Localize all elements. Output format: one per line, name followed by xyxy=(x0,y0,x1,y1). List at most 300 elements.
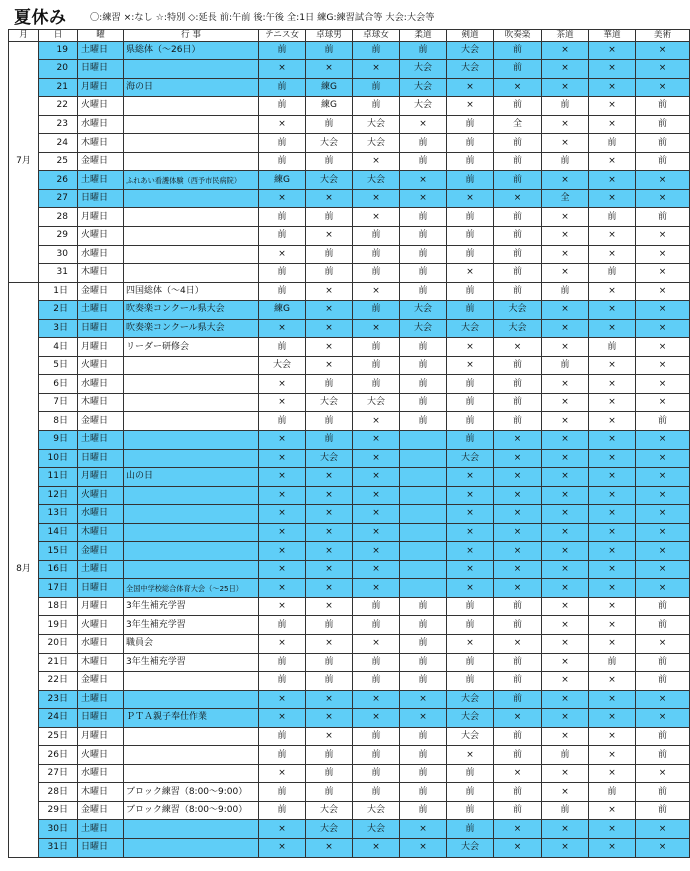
status-cell: × xyxy=(589,430,636,449)
status-cell: × xyxy=(589,801,636,820)
status-cell: × xyxy=(447,264,494,283)
status-cell: × xyxy=(542,560,589,579)
status-cell: × xyxy=(259,486,306,505)
status-cell: 前 xyxy=(400,616,447,635)
status-cell: × xyxy=(353,319,400,338)
status-cell: 大会 xyxy=(447,709,494,728)
status-cell: 前 xyxy=(259,338,306,357)
status-cell: × xyxy=(636,282,690,301)
status-cell: 前 xyxy=(542,282,589,301)
status-cell: × xyxy=(259,820,306,839)
status-cell: × xyxy=(589,709,636,728)
status-cell: 前 xyxy=(636,597,690,616)
status-cell: 前 xyxy=(259,264,306,283)
weekday-cell: 金曜日 xyxy=(78,282,124,301)
status-cell: × xyxy=(542,764,589,783)
header-cell: 美術 xyxy=(636,30,690,42)
status-cell: 前 xyxy=(353,245,400,264)
event-cell: 四国総体（～4日） xyxy=(124,282,259,301)
status-cell: 前 xyxy=(494,208,542,227)
status-cell: × xyxy=(306,189,353,208)
status-cell: × xyxy=(306,635,353,654)
status-cell: × xyxy=(636,579,690,598)
status-cell: 前 xyxy=(447,783,494,802)
status-cell: × xyxy=(259,189,306,208)
status-cell: × xyxy=(494,430,542,449)
status-cell: × xyxy=(494,505,542,524)
status-cell: × xyxy=(542,672,589,691)
status-cell: × xyxy=(636,839,690,858)
table-row xyxy=(9,542,690,561)
weekday-cell: 土曜日 xyxy=(78,560,124,579)
status-cell: × xyxy=(353,208,400,227)
status-cell: 前 xyxy=(589,783,636,802)
status-cell: × xyxy=(636,468,690,487)
weekday-cell: 水曜日 xyxy=(78,375,124,394)
status-cell: × xyxy=(542,60,589,79)
table-row xyxy=(9,319,690,338)
table-row xyxy=(9,356,690,375)
table-row xyxy=(9,690,690,709)
status-cell: × xyxy=(400,171,447,190)
status-cell: 前 xyxy=(400,672,447,691)
header-row xyxy=(9,30,690,42)
status-cell: × xyxy=(353,505,400,524)
event-cell xyxy=(124,245,259,264)
status-cell: × xyxy=(589,245,636,264)
status-cell: × xyxy=(353,282,400,301)
status-cell: × xyxy=(589,839,636,858)
status-cell: × xyxy=(542,226,589,245)
status-cell: 前 xyxy=(447,412,494,431)
status-cell: 前 xyxy=(636,208,690,227)
weekday-cell: 火曜日 xyxy=(78,97,124,116)
page-title: 夏休み xyxy=(14,8,67,28)
status-cell: × xyxy=(542,727,589,746)
status-cell: × xyxy=(589,356,636,375)
day-cell: 20 xyxy=(39,60,78,79)
status-cell: 前 xyxy=(447,672,494,691)
header-cell: 曜 xyxy=(78,30,124,42)
table-row xyxy=(9,709,690,728)
status-cell: 前 xyxy=(447,430,494,449)
status-cell: × xyxy=(636,820,690,839)
status-cell: 前 xyxy=(400,208,447,227)
status-cell: 前 xyxy=(259,616,306,635)
status-cell xyxy=(400,523,447,542)
status-cell: 大会 xyxy=(447,41,494,60)
status-cell: × xyxy=(542,690,589,709)
event-cell xyxy=(124,746,259,765)
status-cell: × xyxy=(494,486,542,505)
status-cell: × xyxy=(259,468,306,487)
header-cell: 茶道 xyxy=(542,30,589,42)
status-cell: 前 xyxy=(636,616,690,635)
weekday-cell: 月曜日 xyxy=(78,468,124,487)
status-cell: 大会 xyxy=(306,801,353,820)
status-cell: 前 xyxy=(494,746,542,765)
status-cell: 前 xyxy=(353,264,400,283)
table-row xyxy=(9,393,690,412)
status-cell: × xyxy=(259,579,306,598)
day-cell: 25日 xyxy=(39,727,78,746)
status-cell: 前 xyxy=(353,783,400,802)
weekday-cell: 土曜日 xyxy=(78,171,124,190)
weekday-cell: 火曜日 xyxy=(78,616,124,635)
table-row xyxy=(9,171,690,190)
status-cell: × xyxy=(306,468,353,487)
status-cell: × xyxy=(400,690,447,709)
table-row xyxy=(9,616,690,635)
status-cell: × xyxy=(353,635,400,654)
day-cell: 7日 xyxy=(39,393,78,412)
status-cell: × xyxy=(447,560,494,579)
status-cell xyxy=(400,486,447,505)
status-cell: 前 xyxy=(306,783,353,802)
status-cell: 前 xyxy=(259,134,306,153)
weekday-cell: 木曜日 xyxy=(78,523,124,542)
status-cell xyxy=(400,542,447,561)
status-cell: 前 xyxy=(259,801,306,820)
page-header xyxy=(0,0,690,29)
status-cell: × xyxy=(589,60,636,79)
status-cell: × xyxy=(447,78,494,97)
status-cell: × xyxy=(447,189,494,208)
table-row xyxy=(9,597,690,616)
status-cell: 前 xyxy=(400,134,447,153)
event-cell: 山の日 xyxy=(124,468,259,487)
header-cell: 柔道 xyxy=(400,30,447,42)
weekday-cell: 金曜日 xyxy=(78,412,124,431)
status-cell: × xyxy=(400,839,447,858)
status-cell: 前 xyxy=(400,375,447,394)
table-row xyxy=(9,430,690,449)
status-cell: × xyxy=(447,468,494,487)
status-cell: × xyxy=(589,672,636,691)
status-cell: 前 xyxy=(494,597,542,616)
status-cell: × xyxy=(542,449,589,468)
status-cell: × xyxy=(259,60,306,79)
event-cell xyxy=(124,412,259,431)
status-cell: × xyxy=(306,60,353,79)
day-cell: 22 xyxy=(39,97,78,116)
status-cell: × xyxy=(259,319,306,338)
status-cell: 練G xyxy=(259,301,306,320)
status-cell: 前 xyxy=(353,301,400,320)
status-cell: × xyxy=(306,505,353,524)
table-row xyxy=(9,449,690,468)
status-cell: × xyxy=(589,616,636,635)
status-cell: × xyxy=(306,338,353,357)
status-cell: 大会 xyxy=(400,78,447,97)
event-cell xyxy=(124,134,259,153)
event-cell: ＰＴＡ親子奉仕作業 xyxy=(124,709,259,728)
status-cell: × xyxy=(353,468,400,487)
status-cell: 前 xyxy=(259,208,306,227)
day-cell: 16日 xyxy=(39,560,78,579)
status-cell: 前 xyxy=(259,727,306,746)
status-cell: 前 xyxy=(636,653,690,672)
status-cell: 前 xyxy=(494,134,542,153)
status-cell: × xyxy=(636,189,690,208)
table-row xyxy=(9,115,690,134)
status-cell: × xyxy=(636,264,690,283)
header-cell: 月 xyxy=(9,30,39,42)
status-cell: 前 xyxy=(306,264,353,283)
weekday-cell: 火曜日 xyxy=(78,356,124,375)
status-cell: × xyxy=(589,560,636,579)
status-cell: × xyxy=(542,319,589,338)
status-cell: × xyxy=(589,152,636,171)
status-cell: × xyxy=(447,523,494,542)
day-cell: 21日 xyxy=(39,653,78,672)
status-cell: 前 xyxy=(494,282,542,301)
weekday-cell: 日曜日 xyxy=(78,709,124,728)
status-cell: × xyxy=(494,635,542,654)
weekday-cell: 日曜日 xyxy=(78,579,124,598)
status-cell: × xyxy=(259,523,306,542)
status-cell: × xyxy=(542,78,589,97)
status-cell: 前 xyxy=(636,97,690,116)
table-row xyxy=(9,245,690,264)
status-cell: 前 xyxy=(542,97,589,116)
status-cell: 前 xyxy=(494,783,542,802)
day-cell: 8日 xyxy=(39,412,78,431)
status-cell: 前 xyxy=(447,801,494,820)
status-cell: 前 xyxy=(353,356,400,375)
status-cell: 前 xyxy=(400,746,447,765)
status-cell: 前 xyxy=(353,597,400,616)
weekday-cell: 水曜日 xyxy=(78,505,124,524)
status-cell: 前 xyxy=(589,338,636,357)
table-row xyxy=(9,264,690,283)
event-cell xyxy=(124,60,259,79)
status-cell: 前 xyxy=(447,152,494,171)
status-cell: × xyxy=(636,449,690,468)
table-row xyxy=(9,746,690,765)
day-cell: 26 xyxy=(39,171,78,190)
status-cell: × xyxy=(589,282,636,301)
status-cell: × xyxy=(542,115,589,134)
weekday-cell: 月曜日 xyxy=(78,727,124,746)
weekday-cell: 日曜日 xyxy=(78,839,124,858)
status-cell: × xyxy=(589,393,636,412)
weekday-cell: 木曜日 xyxy=(78,264,124,283)
status-cell: 前 xyxy=(636,746,690,765)
status-cell: × xyxy=(542,839,589,858)
status-cell: × xyxy=(447,97,494,116)
day-cell: 29日 xyxy=(39,801,78,820)
status-cell: × xyxy=(259,560,306,579)
status-cell: 前 xyxy=(494,375,542,394)
status-cell: × xyxy=(589,820,636,839)
event-cell xyxy=(124,97,259,116)
status-cell: × xyxy=(494,338,542,357)
table-row xyxy=(9,672,690,691)
header-cell: 剣道 xyxy=(447,30,494,42)
day-cell: 17日 xyxy=(39,579,78,598)
status-cell: 前 xyxy=(447,134,494,153)
event-cell xyxy=(124,764,259,783)
schedule-body xyxy=(9,41,690,857)
status-cell: 大会 xyxy=(400,97,447,116)
status-cell: × xyxy=(306,523,353,542)
day-cell: 27日 xyxy=(39,764,78,783)
status-cell: × xyxy=(353,60,400,79)
status-cell: 前 xyxy=(400,727,447,746)
month-cell: 7月 xyxy=(9,41,39,282)
status-cell: × xyxy=(259,430,306,449)
status-cell: 前 xyxy=(353,97,400,116)
status-cell: 大会 xyxy=(353,801,400,820)
status-cell: × xyxy=(542,486,589,505)
status-cell: × xyxy=(542,134,589,153)
day-cell: 25 xyxy=(39,152,78,171)
header-cell: 吹奏楽 xyxy=(494,30,542,42)
table-row xyxy=(9,189,690,208)
status-cell: × xyxy=(636,560,690,579)
day-cell: 21 xyxy=(39,78,78,97)
day-cell: 28日 xyxy=(39,783,78,802)
table-row xyxy=(9,783,690,802)
status-cell: × xyxy=(542,375,589,394)
table-row xyxy=(9,412,690,431)
status-cell: 前 xyxy=(589,208,636,227)
header-cell: 行 事 xyxy=(124,30,259,42)
table-row xyxy=(9,801,690,820)
status-cell: × xyxy=(542,579,589,598)
event-cell xyxy=(124,208,259,227)
weekday-cell: 金曜日 xyxy=(78,152,124,171)
status-cell: × xyxy=(636,486,690,505)
status-cell: 前 xyxy=(259,78,306,97)
day-cell: 31日 xyxy=(39,839,78,858)
status-cell: × xyxy=(306,486,353,505)
status-cell: 前 xyxy=(494,727,542,746)
status-cell: × xyxy=(353,579,400,598)
table-row xyxy=(9,97,690,116)
weekday-cell: 水曜日 xyxy=(78,115,124,134)
day-cell: 29 xyxy=(39,226,78,245)
day-cell: 5日 xyxy=(39,356,78,375)
event-cell xyxy=(124,486,259,505)
day-cell: 13日 xyxy=(39,505,78,524)
status-cell: × xyxy=(259,839,306,858)
status-cell: 大会 xyxy=(306,820,353,839)
status-cell: 前 xyxy=(494,690,542,709)
status-cell: 前 xyxy=(494,412,542,431)
status-cell: 前 xyxy=(494,801,542,820)
weekday-cell: 日曜日 xyxy=(78,189,124,208)
status-cell: × xyxy=(306,301,353,320)
status-cell: 前 xyxy=(447,820,494,839)
status-cell: 大会 xyxy=(306,393,353,412)
status-cell: × xyxy=(636,542,690,561)
day-cell: 30日 xyxy=(39,820,78,839)
status-cell: 大会 xyxy=(353,134,400,153)
status-cell: 前 xyxy=(259,41,306,60)
table-row xyxy=(9,375,690,394)
status-cell: × xyxy=(353,690,400,709)
status-cell: 前 xyxy=(447,208,494,227)
status-cell: × xyxy=(589,375,636,394)
status-cell: × xyxy=(306,560,353,579)
weekday-cell: 火曜日 xyxy=(78,486,124,505)
status-cell: 前 xyxy=(494,245,542,264)
table-row xyxy=(9,134,690,153)
status-cell: × xyxy=(589,690,636,709)
status-cell: × xyxy=(306,579,353,598)
status-cell: × xyxy=(636,375,690,394)
status-cell: 全 xyxy=(542,189,589,208)
status-cell: × xyxy=(589,542,636,561)
status-cell: × xyxy=(542,338,589,357)
status-cell: 前 xyxy=(400,783,447,802)
status-cell: × xyxy=(636,709,690,728)
status-cell: 前 xyxy=(259,282,306,301)
status-cell: × xyxy=(306,319,353,338)
status-cell: × xyxy=(353,709,400,728)
day-cell: 9日 xyxy=(39,430,78,449)
event-cell xyxy=(124,430,259,449)
status-cell: × xyxy=(353,412,400,431)
status-cell: × xyxy=(542,264,589,283)
status-cell: 前 xyxy=(447,764,494,783)
status-cell: 前 xyxy=(306,672,353,691)
status-cell: 大会 xyxy=(494,301,542,320)
day-cell: 4日 xyxy=(39,338,78,357)
weekday-cell: 日曜日 xyxy=(78,319,124,338)
status-cell: 前 xyxy=(542,801,589,820)
status-cell: 前 xyxy=(259,653,306,672)
table-row xyxy=(9,653,690,672)
event-cell xyxy=(124,839,259,858)
status-cell: × xyxy=(589,597,636,616)
event-cell: 3年生補充学習 xyxy=(124,616,259,635)
status-cell: 前 xyxy=(400,635,447,654)
status-cell: × xyxy=(589,301,636,320)
table-row xyxy=(9,468,690,487)
status-cell: × xyxy=(306,690,353,709)
status-cell: × xyxy=(542,301,589,320)
status-cell: × xyxy=(589,41,636,60)
status-cell: × xyxy=(353,486,400,505)
day-cell: 10日 xyxy=(39,449,78,468)
status-cell: 前 xyxy=(542,356,589,375)
status-cell: × xyxy=(636,171,690,190)
day-cell: 2日 xyxy=(39,301,78,320)
status-cell: 前 xyxy=(306,41,353,60)
status-cell: × xyxy=(636,393,690,412)
status-cell: × xyxy=(494,78,542,97)
status-cell: 大会 xyxy=(306,449,353,468)
day-cell: 24 xyxy=(39,134,78,153)
status-cell: 前 xyxy=(494,41,542,60)
weekday-cell: 水曜日 xyxy=(78,764,124,783)
event-cell xyxy=(124,523,259,542)
weekday-cell: 土曜日 xyxy=(78,301,124,320)
status-cell: × xyxy=(259,449,306,468)
status-cell: 前 xyxy=(306,115,353,134)
status-cell: 前 xyxy=(259,152,306,171)
status-cell xyxy=(400,505,447,524)
status-cell: 前 xyxy=(636,672,690,691)
day-cell: 18日 xyxy=(39,597,78,616)
status-cell: × xyxy=(636,301,690,320)
status-cell: × xyxy=(259,764,306,783)
status-cell: × xyxy=(494,542,542,561)
status-cell: 前 xyxy=(494,356,542,375)
